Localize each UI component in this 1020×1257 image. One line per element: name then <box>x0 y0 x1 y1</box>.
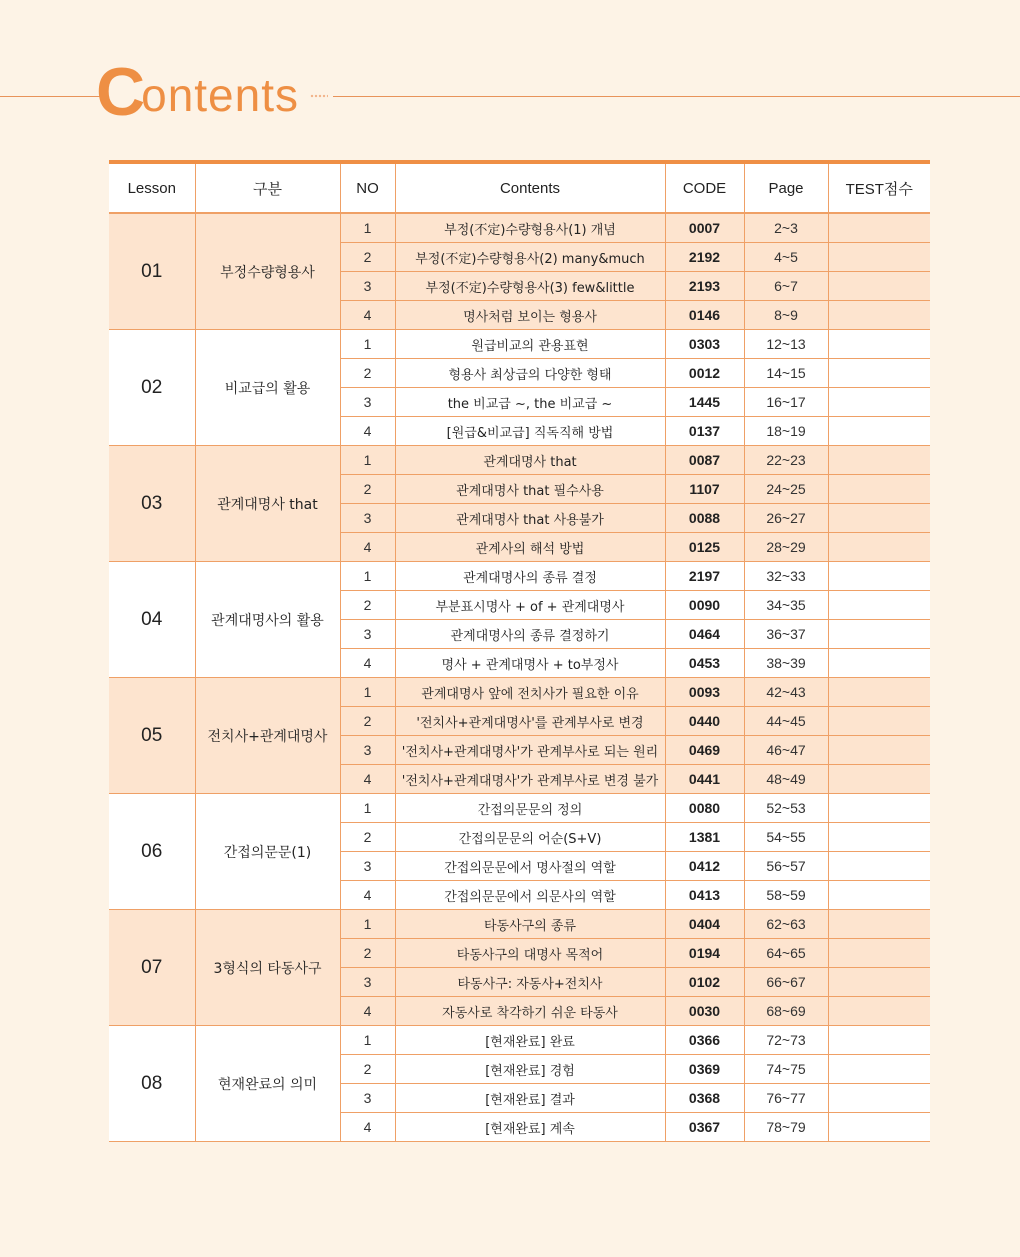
item-contents: 원급비교의 관용표현 <box>395 330 665 359</box>
item-contents: 간접의문문에서 명사절의 역할 <box>395 852 665 881</box>
item-page: 64~65 <box>744 939 828 968</box>
item-page: 76~77 <box>744 1084 828 1113</box>
table-row <box>109 678 930 707</box>
item-contents: [현재완료] 결과 <box>395 1084 665 1113</box>
item-number: 4 <box>340 649 395 678</box>
item-code: 0137 <box>665 417 744 446</box>
test-score-cell[interactable] <box>828 272 930 301</box>
item-number: 4 <box>340 533 395 562</box>
item-number: 2 <box>340 591 395 620</box>
item-page: 52~53 <box>744 794 828 823</box>
item-contents: the 비교급 ~, the 비교급 ~ <box>395 388 665 417</box>
test-score-cell[interactable] <box>828 968 930 997</box>
lesson-number: 02 <box>109 330 195 446</box>
item-code: 0441 <box>665 765 744 794</box>
item-page: 12~13 <box>744 330 828 359</box>
table-row <box>109 446 930 475</box>
item-number: 3 <box>340 620 395 649</box>
item-number: 2 <box>340 359 395 388</box>
item-number: 4 <box>340 997 395 1026</box>
item-contents: '전치사+관계대명사'가 관계부사로 되는 원리 <box>395 736 665 765</box>
item-number: 4 <box>340 1113 395 1142</box>
item-contents: 관계대명사 that 필수사용 <box>395 475 665 504</box>
item-code: 0102 <box>665 968 744 997</box>
item-code: 0194 <box>665 939 744 968</box>
item-page: 48~49 <box>744 765 828 794</box>
test-score-cell[interactable] <box>828 359 930 388</box>
test-score-cell[interactable] <box>828 678 930 707</box>
item-number: 3 <box>340 504 395 533</box>
test-score-cell[interactable] <box>828 504 930 533</box>
test-score-cell[interactable] <box>828 1084 930 1113</box>
test-score-cell[interactable] <box>828 301 930 330</box>
test-score-cell[interactable] <box>828 939 930 968</box>
item-page: 54~55 <box>744 823 828 852</box>
lesson-category: 비교급의 활용 <box>195 330 340 446</box>
item-contents: 간접의문문에서 의문사의 역할 <box>395 881 665 910</box>
item-code: 0080 <box>665 794 744 823</box>
item-contents: 관계사의 해석 방법 <box>395 533 665 562</box>
item-contents: 명사처럼 보이는 형용사 <box>395 301 665 330</box>
item-number: 1 <box>340 678 395 707</box>
test-score-cell[interactable] <box>828 388 930 417</box>
item-contents: 관계대명사의 종류 결정 <box>395 562 665 591</box>
item-code: 2192 <box>665 243 744 272</box>
item-number: 2 <box>340 707 395 736</box>
item-number: 3 <box>340 388 395 417</box>
table-header-row <box>109 164 930 213</box>
item-contents: 타동사구: 자동사+전치사 <box>395 968 665 997</box>
header-test-score: TEST점수 <box>828 164 930 213</box>
item-contents: '전치사+관계대명사'가 관계부사로 변경 불가 <box>395 765 665 794</box>
item-page: 16~17 <box>744 388 828 417</box>
item-code: 0088 <box>665 504 744 533</box>
item-page: 34~35 <box>744 591 828 620</box>
item-page: 14~15 <box>744 359 828 388</box>
item-code: 0469 <box>665 736 744 765</box>
test-score-cell[interactable] <box>828 910 930 939</box>
item-code: 1381 <box>665 823 744 852</box>
item-contents: 부분표시명사 + of + 관계대명사 <box>395 591 665 620</box>
item-contents: [현재완료] 계속 <box>395 1113 665 1142</box>
item-number: 2 <box>340 243 395 272</box>
item-code: 0366 <box>665 1026 744 1055</box>
item-number: 3 <box>340 272 395 301</box>
item-code: 0453 <box>665 649 744 678</box>
lesson-number: 05 <box>109 678 195 794</box>
table-row <box>109 794 930 823</box>
test-score-cell[interactable] <box>828 562 930 591</box>
item-contents: [현재완료] 완료 <box>395 1026 665 1055</box>
item-number: 4 <box>340 881 395 910</box>
item-page: 62~63 <box>744 910 828 939</box>
item-contents: 관계대명사 that <box>395 446 665 475</box>
test-score-cell[interactable] <box>828 1026 930 1055</box>
item-page: 42~43 <box>744 678 828 707</box>
item-code: 0367 <box>665 1113 744 1142</box>
item-page: 6~7 <box>744 272 828 301</box>
item-page: 56~57 <box>744 852 828 881</box>
test-score-cell[interactable] <box>828 213 930 243</box>
item-page: 46~47 <box>744 736 828 765</box>
item-code: 0413 <box>665 881 744 910</box>
item-contents: [원급&비교급] 직독직해 방법 <box>395 417 665 446</box>
item-code: 0087 <box>665 446 744 475</box>
item-number: 2 <box>340 475 395 504</box>
item-contents: 자동사로 착각하기 쉬운 타동사 <box>395 997 665 1026</box>
table-row <box>109 1026 930 1055</box>
item-page: 32~33 <box>744 562 828 591</box>
item-code: 0368 <box>665 1084 744 1113</box>
item-number: 2 <box>340 823 395 852</box>
item-number: 1 <box>340 330 395 359</box>
item-code: 0007 <box>665 213 744 243</box>
test-score-cell[interactable] <box>828 707 930 736</box>
item-page: 78~79 <box>744 1113 828 1142</box>
item-code: 0369 <box>665 1055 744 1084</box>
item-page: 4~5 <box>744 243 828 272</box>
test-score-cell[interactable] <box>828 330 930 359</box>
lesson-category: 관계대명사 that <box>195 446 340 562</box>
test-score-cell[interactable] <box>828 881 930 910</box>
item-code: 0030 <box>665 997 744 1026</box>
item-code: 0440 <box>665 707 744 736</box>
title-rule-left <box>0 96 100 97</box>
test-score-cell[interactable] <box>828 533 930 562</box>
test-score-cell[interactable] <box>828 1113 930 1142</box>
item-page: 72~73 <box>744 1026 828 1055</box>
item-number: 4 <box>340 301 395 330</box>
test-score-cell[interactable] <box>828 852 930 881</box>
item-contents: 관계대명사 앞에 전치사가 필요한 이유 <box>395 678 665 707</box>
item-contents: 형용사 최상급의 다양한 형태 <box>395 359 665 388</box>
item-page: 38~39 <box>744 649 828 678</box>
item-number: 3 <box>340 1084 395 1113</box>
item-code: 0146 <box>665 301 744 330</box>
item-number: 1 <box>340 446 395 475</box>
page-title-rest: ontents <box>141 69 300 121</box>
test-score-cell[interactable] <box>828 794 930 823</box>
item-code: 1445 <box>665 388 744 417</box>
item-page: 36~37 <box>744 620 828 649</box>
lesson-category: 간접의문문(1) <box>195 794 340 910</box>
item-code: 2193 <box>665 272 744 301</box>
item-code: 1107 <box>665 475 744 504</box>
test-score-cell[interactable] <box>828 823 930 852</box>
item-number: 1 <box>340 910 395 939</box>
item-contents: '전치사+관계대명사'를 관계부사로 변경 <box>395 707 665 736</box>
lesson-category: 관계대명사의 활용 <box>195 562 340 678</box>
header-lesson: Lesson <box>109 164 195 213</box>
contents-table-body <box>109 213 930 1142</box>
test-score-cell[interactable] <box>828 649 930 678</box>
lesson-number: 01 <box>109 213 195 330</box>
item-number: 4 <box>340 417 395 446</box>
item-number: 4 <box>340 765 395 794</box>
header-category: 구분 <box>195 164 340 213</box>
item-code: 0303 <box>665 330 744 359</box>
title-rule-right <box>333 96 1020 97</box>
lesson-category: 전치사+관계대명사 <box>195 678 340 794</box>
item-number: 3 <box>340 852 395 881</box>
test-score-cell[interactable] <box>828 475 930 504</box>
page-title-initial: C <box>96 54 144 130</box>
item-code: 0090 <box>665 591 744 620</box>
item-page: 66~67 <box>744 968 828 997</box>
item-page: 8~9 <box>744 301 828 330</box>
item-page: 74~75 <box>744 1055 828 1084</box>
lesson-category: 부정수량형용사 <box>195 213 340 330</box>
test-score-cell[interactable] <box>828 591 930 620</box>
test-score-cell[interactable] <box>828 417 930 446</box>
item-number: 3 <box>340 736 395 765</box>
table-row <box>109 910 930 939</box>
contents-table <box>109 164 930 1142</box>
item-contents: 부정(不定)수량형용사(2) many&much <box>395 243 665 272</box>
test-score-cell[interactable] <box>828 446 930 475</box>
item-number: 3 <box>340 968 395 997</box>
item-code: 0464 <box>665 620 744 649</box>
item-page: 28~29 <box>744 533 828 562</box>
header-page: Page <box>744 164 828 213</box>
item-code: 2197 <box>665 562 744 591</box>
lesson-number: 07 <box>109 910 195 1026</box>
contents-table-wrapper <box>109 160 930 1142</box>
item-page: 26~27 <box>744 504 828 533</box>
item-number: 1 <box>340 1026 395 1055</box>
item-contents: [현재완료] 경험 <box>395 1055 665 1084</box>
item-contents: 부정(不定)수량형용사(1) 개념 <box>395 213 665 243</box>
item-code: 0093 <box>665 678 744 707</box>
item-contents: 간접의문문의 정의 <box>395 794 665 823</box>
item-page: 68~69 <box>744 997 828 1026</box>
item-contents: 타동사구의 대명사 목적어 <box>395 939 665 968</box>
item-number: 1 <box>340 794 395 823</box>
item-contents: 관계대명사의 종류 결정하기 <box>395 620 665 649</box>
lesson-category: 3형식의 타동사구 <box>195 910 340 1026</box>
item-number: 1 <box>340 213 395 243</box>
item-page: 44~45 <box>744 707 828 736</box>
item-code: 0404 <box>665 910 744 939</box>
table-row <box>109 213 930 243</box>
test-score-cell[interactable] <box>828 620 930 649</box>
header-contents: Contents <box>395 164 665 213</box>
test-score-cell[interactable] <box>828 765 930 794</box>
item-contents: 부정(不定)수량형용사(3) few&little <box>395 272 665 301</box>
lesson-category: 현재완료의 의미 <box>195 1026 340 1142</box>
header-no: NO <box>340 164 395 213</box>
lesson-number: 03 <box>109 446 195 562</box>
item-code: 0125 <box>665 533 744 562</box>
test-score-cell[interactable] <box>828 997 930 1026</box>
item-contents: 명사 + 관계대명사 + to부정사 <box>395 649 665 678</box>
table-row <box>109 330 930 359</box>
item-code: 0412 <box>665 852 744 881</box>
item-page: 58~59 <box>744 881 828 910</box>
item-page: 18~19 <box>744 417 828 446</box>
item-page: 2~3 <box>744 213 828 243</box>
item-number: 1 <box>340 562 395 591</box>
lesson-number: 08 <box>109 1026 195 1142</box>
item-contents: 관계대명사 that 사용불가 <box>395 504 665 533</box>
header-code: CODE <box>665 164 744 213</box>
item-code: 0012 <box>665 359 744 388</box>
test-score-cell[interactable] <box>828 1055 930 1084</box>
item-number: 2 <box>340 1055 395 1084</box>
lesson-number: 04 <box>109 562 195 678</box>
test-score-cell[interactable] <box>828 736 930 765</box>
item-contents: 타동사구의 종류 <box>395 910 665 939</box>
item-contents: 간접의문문의 어순(S+V) <box>395 823 665 852</box>
title-dots-decoration <box>310 93 328 99</box>
item-number: 2 <box>340 939 395 968</box>
lesson-number: 06 <box>109 794 195 910</box>
page-title <box>96 54 300 130</box>
item-page: 22~23 <box>744 446 828 475</box>
item-page: 24~25 <box>744 475 828 504</box>
table-row <box>109 562 930 591</box>
test-score-cell[interactable] <box>828 243 930 272</box>
